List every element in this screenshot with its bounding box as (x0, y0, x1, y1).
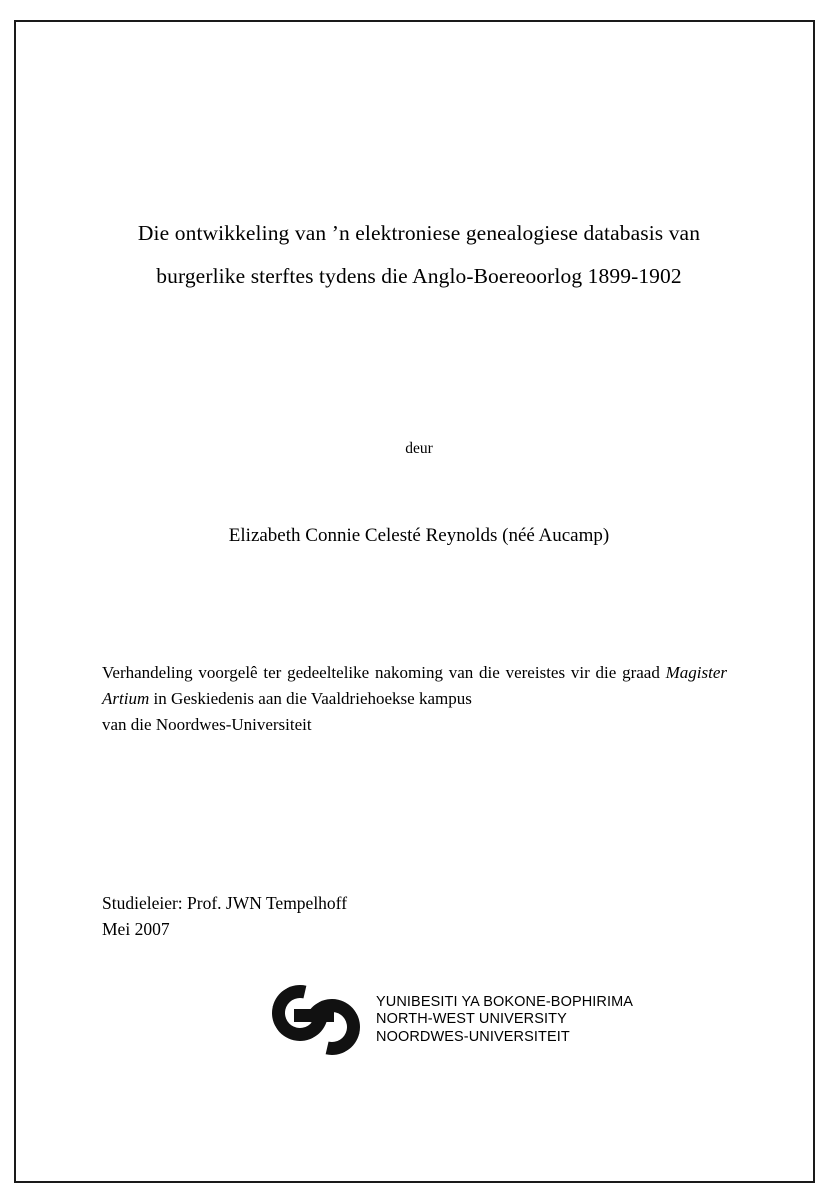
university-logo (272, 980, 672, 1060)
submission-line-2-pre: graad (622, 663, 666, 682)
by-label: deur (405, 440, 433, 457)
supervisor-block (102, 890, 602, 942)
author-name: Elizabeth Connie Celesté Reynolds (néé Aucamp) (228, 525, 610, 546)
supervisor-name: Studieleier: Prof. JWN Tempelhoff (102, 893, 348, 913)
university-name-afrikaans: NOORDWES-UNIVERSITEIT (376, 1028, 570, 1045)
thesis-title (90, 212, 748, 298)
submission-line-1: Verhandeling voorgelê ter gedeeltelike nakoming van die vereistes vir die (102, 663, 617, 682)
submission-statement (102, 660, 727, 738)
university-names (376, 994, 633, 1047)
nwu-logo-icon (272, 983, 368, 1057)
degree-name: Magister Artium (102, 663, 727, 708)
submission-date: Mei 2007 (102, 919, 170, 939)
logo-bar (294, 1009, 334, 1022)
title-line-2: burgerlike sterftes tydens die Anglo-Boereoorlog 1899-1902 (156, 264, 682, 288)
submission-line-2-post: in Geskiedenis aan die Vaaldriehoekse kampus (149, 689, 472, 708)
university-name-english: NORTH-WEST UNIVERSITY (376, 1011, 567, 1028)
university-name-setswana: YUNIBESITI YA BOKONE-BOPHIRIMA (376, 993, 634, 1010)
page-content (72, 40, 762, 1160)
title-line-1: Die ontwikkeling van ’n elektroniese genealogiese databasis van (137, 221, 701, 245)
submission-line-3: van die Noordwes-Universiteit (102, 715, 312, 734)
